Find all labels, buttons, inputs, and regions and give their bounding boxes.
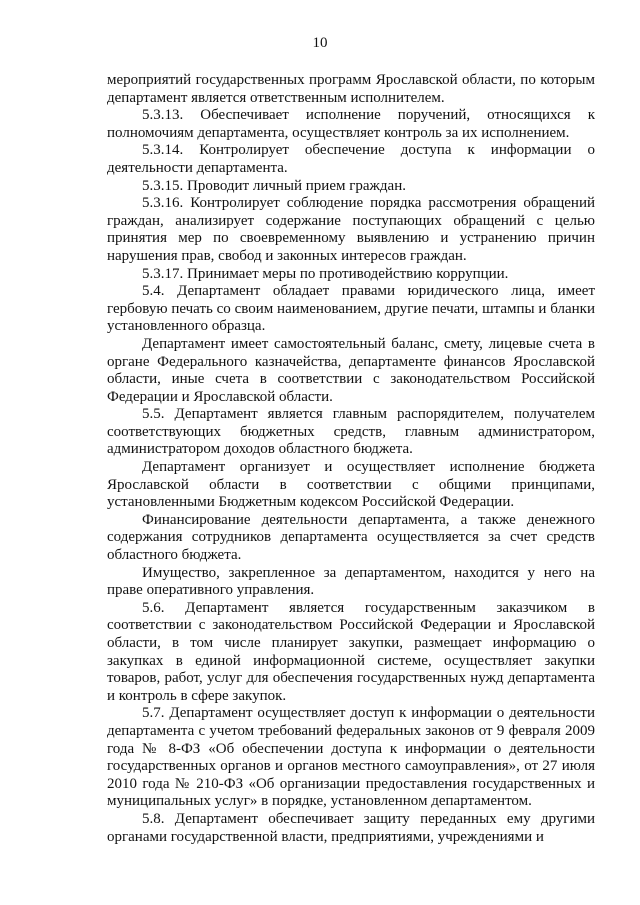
paragraph-property: Имущество, закрепленное за департаментом, находится у него на праве оперативного управления. — [107, 564, 595, 599]
paragraph-5-5: 5.5. Департамент является главным распорядителем, получателем соответствующих бюджетных средств, главным администратором, администратором доходов областного бюджета. — [107, 406, 595, 458]
paragraph-5-3-17: 5.3.17. Принимает меры по противодействию коррупции. — [142, 265, 509, 282]
paragraph-5-3-15: 5.3.15. Проводит личный прием граждан. — [142, 177, 406, 194]
page-number: 10 — [312, 35, 328, 51]
paragraph-5-6: 5.6. Департамент является государственным заказчиком в соответствии с законодательством Российской Федерации и Ярославской области, в том числе планирует закупки, размещает информацию о закупках в единой информационной системе, осуществляет закупки товаров, работ, услуг для обеспечения государственных нужд департамента и контроль в сфере закупок. — [107, 599, 595, 704]
paragraph-5-3-14: 5.3.14. Контролирует обеспечение доступа к информации о деятельности департамента. — [107, 142, 595, 176]
paragraph-financing: Финансирование деятельности департамента, а также денежного содержания сотрудников департамента осуществляется за счет средств областного бюджета. — [107, 511, 595, 564]
paragraph-continued: мероприятий государственных программ Ярославской области, по которым департамент является ответственным исполнителем. — [107, 72, 595, 106]
paragraph-balance: Департамент имеет самостоятельный баланс, смету, лицевые счета в органе Федерального казначейства, департаменте финансов Ярославской области, иные счета в соответствии с законодательством Российской Федерации и Ярославской области. — [107, 335, 595, 405]
paragraph-5-7: 5.7. Департамент осуществляет доступ к информации о деятельности департамента с учетом требований федеральных законов от 9 февраля 2009 года № 8-ФЗ «Об обеспечении доступа к информации о деятельности государственных органов и органов местного самоуправления», от 27 июля 2010 года № 210-ФЗ «Об организации предоставления государственных и муниципальных услуг» в порядке, установленном департаментом. — [107, 705, 595, 810]
paragraph-budget-execution: Департамент организует и осуществляет исполнение бюджета Ярославской области в соответствии с общими принципами, установленными Бюджетным кодексом Российской Федерации. — [107, 459, 595, 511]
paragraph-5-3-16: 5.3.16. Контролирует соблюдение порядка рассмотрения обращений граждан, анализирует содержание поступающих обращений с целью принятия мер по своевременному выявлению и устранению причин нарушения прав, свобод и законных интересов граждан. — [107, 195, 595, 264]
paragraph-5-8: 5.8. Департамент обеспечивает защиту переданных ему другими органами государственной власти, предприятиями, учреждениями и — [107, 810, 595, 845]
paragraph-5-4: 5.4. Департамент обладает правами юридического лица, имеет гербовую печать со своим наименованием, другие печати, штампы и бланки установленного образца. — [107, 283, 595, 335]
document-body — [107, 72, 595, 846]
paragraph-5-3-13: 5.3.13. Обеспечивает исполнение поручений, относящихся к полномочиям департамента, осуществляет контроль за их исполнением. — [107, 107, 595, 141]
